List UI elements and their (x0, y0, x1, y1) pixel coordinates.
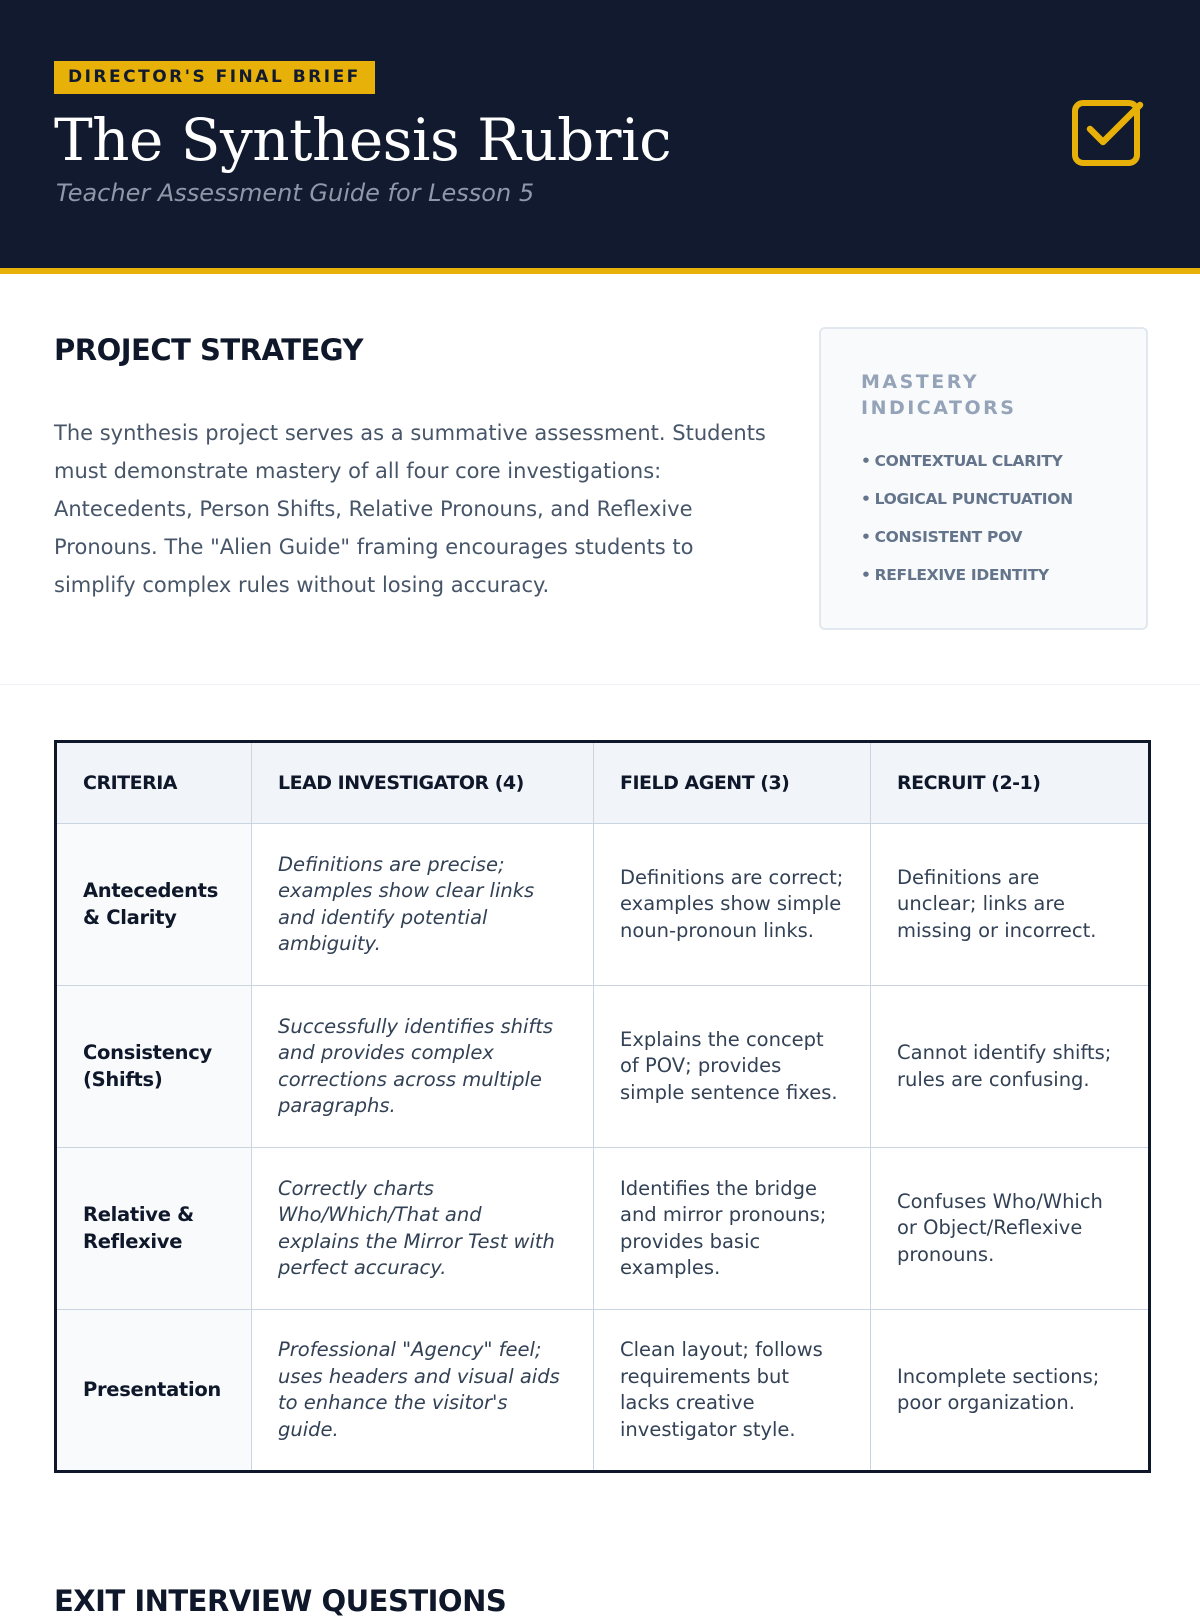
recruit-cell: Definitions are unclear; links are missing or incorrect. (871, 824, 1150, 986)
mastery-indicators-card (819, 327, 1148, 630)
table-row (56, 1310, 1150, 1472)
section-divider (0, 684, 1200, 685)
mastery-item-label: REFLEXIVE IDENTITY (874, 566, 1049, 584)
strategy-paragraph: The synthesis project serves as a summative assessment. Students must demonstrate mastery of all four core investigations: Antecedents, Person Shifts, Relative Pronouns, and Reflexive Pronouns. The "Alien Guide" framing encourages students to simplify complex rules without losing accuracy. (54, 421, 766, 597)
exit-interview-heading: EXIT INTERVIEW QUESTIONS (54, 1584, 507, 1618)
table-row (56, 824, 1150, 986)
brief-badge: DIRECTOR'S FINAL BRIEF (54, 61, 375, 94)
recruit-cell: Cannot identify shifts; rules are confusing. (871, 986, 1150, 1148)
field-cell: Explains the concept of POV; provides simple sentence fixes. (594, 986, 871, 1148)
field-cell: Definitions are correct; examples show simple noun-pronoun links. (594, 824, 871, 986)
table-header-row (56, 742, 1150, 824)
bullet-icon: • (861, 566, 871, 584)
column-header-recruit: RECRUIT (2-1) (871, 742, 1150, 824)
field-cell: Identifies the bridge and mirror pronouns; provides basic examples. (594, 1148, 871, 1310)
rubric-table (54, 740, 1151, 1473)
lead-cell: Successfully identifies shifts and provides complex corrections across multiple paragraphs. (252, 986, 594, 1148)
bullet-icon: • (861, 452, 871, 470)
mastery-title: MASTERY INDICATORS (861, 371, 1017, 419)
column-header-criteria: CRITERIA (56, 742, 252, 824)
mastery-item-label: CONSISTENT POV (874, 528, 1023, 546)
criteria-cell: Presentation (56, 1310, 252, 1472)
criteria-cell: Antecedents & Clarity (56, 824, 252, 986)
page-subtitle: Teacher Assessment Guide for Lesson 5 (56, 179, 535, 207)
checkbox-checked-icon (1070, 96, 1144, 170)
field-cell: Clean layout; follows requirements but lacks creative investigator style. (594, 1310, 871, 1472)
criteria-cell: Consistency (Shifts) (56, 986, 252, 1148)
recruit-cell: Incomplete sections; poor organization. (871, 1310, 1150, 1472)
mastery-item (861, 449, 1073, 487)
lead-cell: Correctly charts Who/Which/That and explains the Mirror Test with perfect accuracy. (252, 1148, 594, 1310)
criteria-cell: Relative & Reflexive (56, 1148, 252, 1310)
mastery-item (861, 487, 1073, 525)
bullet-icon: • (861, 528, 871, 546)
column-header-lead: LEAD INVESTIGATOR (4) (252, 742, 594, 824)
lead-cell: Professional "Agency" feel; uses headers and visual aids to enhance the visitor's guide. (252, 1310, 594, 1472)
bullet-icon: • (861, 490, 871, 508)
recruit-cell: Confuses Who/Which or Object/Reflexive pronouns. (871, 1148, 1150, 1310)
mastery-item (861, 525, 1073, 563)
page-title: The Synthesis Rubric (54, 106, 672, 174)
mastery-list (861, 449, 1073, 601)
mastery-item-label: CONTEXTUAL CLARITY (874, 452, 1063, 470)
header-banner (0, 0, 1200, 274)
mastery-item-label: LOGICAL PUNCTUATION (874, 490, 1073, 508)
column-header-field: FIELD AGENT (3) (594, 742, 871, 824)
mastery-item (861, 563, 1073, 601)
table-row (56, 1148, 1150, 1310)
strategy-heading: PROJECT STRATEGY (54, 333, 363, 367)
lead-cell: Definitions are precise; examples show clear links and identify potential ambiguity. (252, 824, 594, 986)
table-row (56, 986, 1150, 1148)
